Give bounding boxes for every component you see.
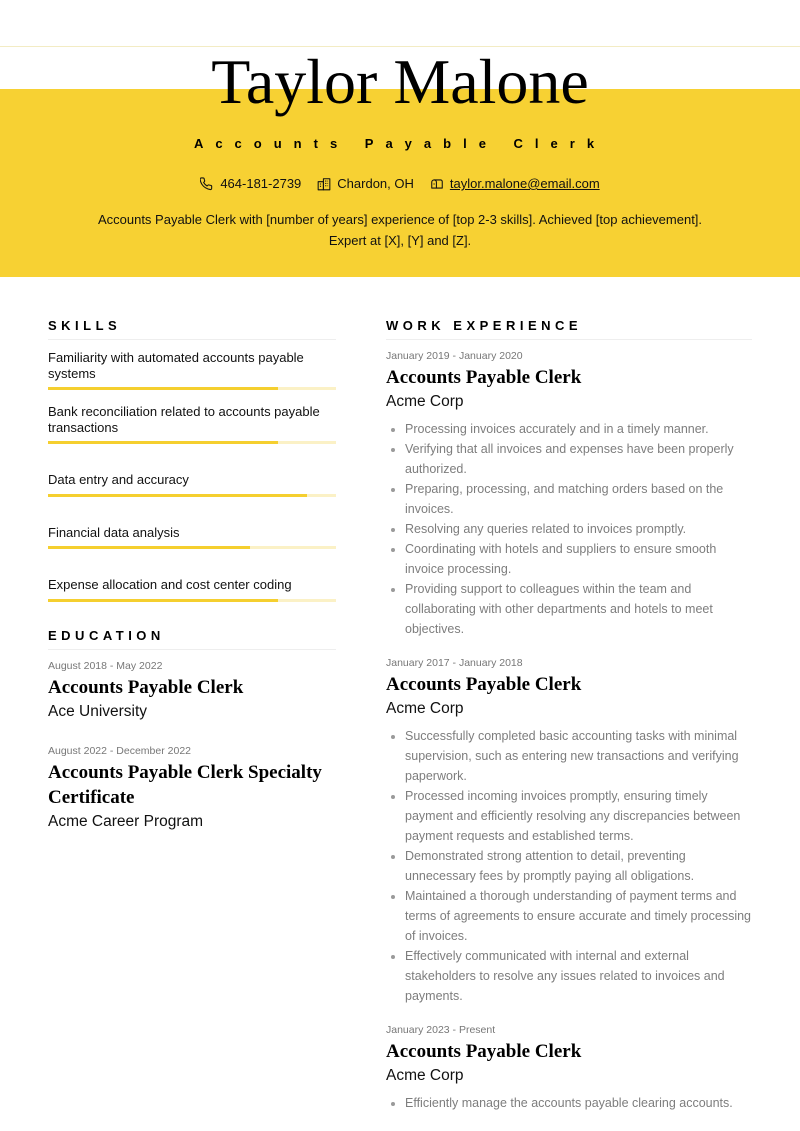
job-date: January 2019 - January 2020 bbox=[386, 350, 523, 362]
job-company: Acme Corp bbox=[386, 700, 464, 717]
job-entry bbox=[386, 350, 752, 639]
skills-heading: SKILLS bbox=[48, 318, 336, 340]
job-bullet: • Successfully completed basic accounting tasks with minimal supervision, such as entering new transactions and verifying paperwork. bbox=[405, 726, 752, 786]
skills-list bbox=[48, 350, 336, 602]
buildings-icon bbox=[317, 177, 331, 191]
job-entry bbox=[386, 1024, 752, 1113]
job-bullet: • Resolving any queries related to invoices promptly. bbox=[405, 519, 752, 539]
skill-item bbox=[48, 525, 336, 550]
skill-item bbox=[48, 404, 336, 444]
contact-email bbox=[430, 176, 600, 191]
education-item bbox=[48, 745, 336, 833]
contact-row bbox=[0, 176, 800, 191]
skill-level-bar bbox=[48, 441, 336, 444]
location-text: Chardon, OH bbox=[337, 176, 414, 191]
education-degree: Accounts Payable Clerk bbox=[48, 676, 244, 698]
job-bullet: • Maintained a thorough understanding of payment terms and terms of agreements to ensure accurate and timely processing of invoices. bbox=[405, 886, 752, 946]
job-bullet: • Processing invoices accurately and in a timely manner. bbox=[405, 419, 752, 439]
skill-level-fill bbox=[48, 387, 278, 390]
education-item bbox=[48, 660, 336, 723]
job-role: Accounts Payable Clerk bbox=[386, 674, 582, 695]
phone-text: 464-181-2739 bbox=[220, 176, 302, 191]
experience-heading: WORK EXPERIENCE bbox=[386, 318, 752, 340]
skill-level-fill bbox=[48, 546, 250, 549]
job-bullets bbox=[386, 1093, 752, 1113]
skill-level-fill bbox=[48, 494, 307, 497]
right-column bbox=[386, 318, 752, 1131]
skill-name: Expense allocation and cost center coding bbox=[48, 577, 292, 592]
job-date: January 2023 - Present bbox=[386, 1024, 496, 1036]
email-link[interactable]: taylor.malone@email.com bbox=[449, 176, 600, 191]
job-bullet: • Verifying that all invoices and expenses have been properly authorized. bbox=[405, 439, 752, 479]
education-date: August 2018 - May 2022 bbox=[48, 659, 163, 672]
contact-phone bbox=[200, 176, 301, 191]
job-role: Accounts Payable Clerk bbox=[386, 367, 582, 388]
job-bullet: • Efficiently manage the accounts payable clearing accounts. bbox=[405, 1093, 752, 1113]
job-date: January 2017 - January 2018 bbox=[386, 657, 523, 669]
mailbox-icon bbox=[430, 177, 444, 191]
skill-level-fill bbox=[48, 599, 278, 602]
skill-item bbox=[48, 577, 336, 602]
job-bullet: • Preparing, processing, and matching orders based on the invoices. bbox=[405, 479, 752, 519]
job-bullets bbox=[386, 726, 752, 1006]
skill-level-bar bbox=[48, 599, 336, 602]
job-bullet: • Demonstrated strong attention to detail, preventing unnecessary fees by promptly paying all obligations. bbox=[405, 846, 752, 886]
skill-level-bar bbox=[48, 546, 336, 549]
candidate-name: Taylor Malone bbox=[211, 46, 589, 117]
job-title: Accounts Payable Clerk bbox=[193, 136, 607, 151]
phone-icon bbox=[200, 177, 214, 191]
skill-name: Data entry and accuracy bbox=[48, 472, 189, 487]
skill-item bbox=[48, 472, 336, 497]
contact-location bbox=[317, 176, 414, 191]
education-school: Ace University bbox=[48, 702, 148, 720]
profile-summary: Accounts Payable Clerk with [number of years] experience of [top 2-3 skills]. Achieved [top achievement]. Expert at [X], [Y] and [Z]. bbox=[97, 212, 703, 248]
job-bullet: • Coordinating with hotels and suppliers to ensure smooth invoice processing. bbox=[405, 539, 752, 579]
job-bullet: • Providing support to colleagues within the team and collaborating with other departments and hotels to meet objectives. bbox=[405, 579, 752, 639]
job-company: Acme Corp bbox=[386, 393, 464, 410]
job-company: Acme Corp bbox=[386, 1067, 464, 1084]
job-entry bbox=[386, 657, 752, 1006]
education-date: August 2022 - December 2022 bbox=[48, 744, 192, 757]
skill-level-fill bbox=[48, 441, 278, 444]
education-heading: EDUCATION bbox=[48, 628, 336, 650]
skill-level-bar bbox=[48, 387, 336, 390]
left-column bbox=[48, 318, 336, 847]
skill-name: Familiarity with automated accounts payable systems bbox=[48, 350, 304, 381]
skill-level-bar bbox=[48, 494, 336, 497]
job-bullet: • Processed incoming invoices promptly, ensuring timely payment and efficiently resolving any discrepancies between payment requests and established terms. bbox=[405, 786, 752, 846]
skill-name: Financial data analysis bbox=[48, 524, 180, 540]
jobs-list bbox=[386, 350, 752, 1113]
job-role: Accounts Payable Clerk bbox=[386, 1041, 582, 1062]
job-bullet: • Effectively communicated with internal and external stakeholders to resolve any issues related to invoices and payments. bbox=[405, 946, 752, 1006]
education-degree: Accounts Payable Clerk Specialty Certificate bbox=[48, 761, 322, 808]
skill-name: Bank reconciliation related to accounts payable transactions bbox=[48, 404, 320, 435]
job-bullets bbox=[386, 419, 752, 639]
skill-item bbox=[48, 350, 336, 390]
education-school: Acme Career Program bbox=[48, 812, 204, 830]
